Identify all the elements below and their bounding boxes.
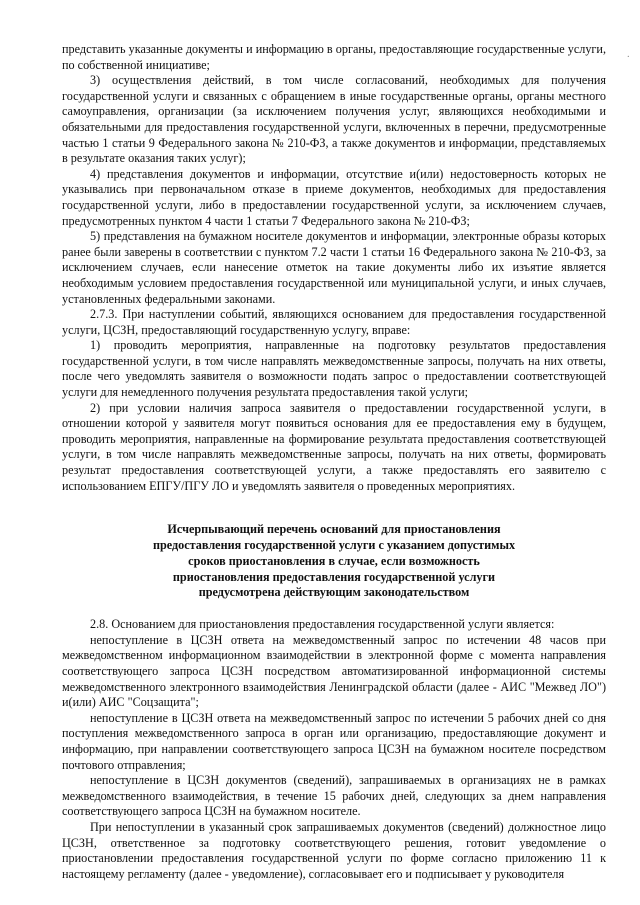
paragraph: 2.8. Основанием для приостановления предоставления государственной услуги является: bbox=[90, 617, 555, 632]
paragraph: непоступление в ЦСЗН документов (сведений), запрашиваемых в организациях не в рамках межведомственного взаимодействия, в течение 15 рабочих дней, следующих за днем направления соответствующего запроса ЦСЗН на бумажном носителе. bbox=[62, 773, 606, 819]
section-heading bbox=[62, 522, 606, 601]
heading-line: предусмотрена действующим законодательством bbox=[198, 585, 470, 600]
paragraph: непоступление в ЦСЗН ответа на межведомственный запрос по истечении 48 часов при межведомственном информационном взаимодействии в электронной форме с момента направления соответствующего запроса ЦСЗН посредством автоматизированной информационной системы межведомственного электронного взаимодействия Ленинградской области (далее - АИС "Межвед ЛО") и(или) АИС "Соцзащита"; bbox=[62, 632, 606, 710]
paragraph: При непоступлении в указанный срок запрашиваемых документов (сведений) должностное лицо ЦСЗН, ответственное за подготовку соответствующего решения, готовит уведомление о приостановлении предоставления государственной услуги по форме согласно приложению 11 к настоящему регламенту (далее - уведомление), согласовывает его и подписывает у руководителя bbox=[62, 819, 606, 881]
paragraph: 4) представления документов и информации, отсутствие и(или) недостоверность которых не указывались при первоначальном отказе в приеме документов, необходимых для предоставления государственной услуги, либо в предоставлении государственной услуги, за исключением случаев, предусмотренных пунктом 4 части 1 статьи 7 Федерального закона № 210-ФЗ; bbox=[62, 166, 606, 228]
paragraph: 5) представления на бумажном носителе документов и информации, электронные образы которых ранее были заверены в соответствии с пунктом 7.2 части 1 статьи 16 Федерального закона № 210-ФЗ, за исключением случаев, если нанесение отметок на такие документы либо их изъятие является необходимым условием предоставления государственной или муниципальной услуги, и иных случаев, установленных федеральными законами. bbox=[62, 229, 606, 306]
heading-line: сроков приостановления в случае, если возможность bbox=[188, 553, 480, 568]
paragraph: 2) при условии наличия запроса заявителя о предоставлении государственной услуги, в отношении которой у заявителя могут появиться основания для ее предоставления ему в будущем, проводить мероприятия, направленные на формирование результата предоставления соответствующей услуги, в том числе направлять межведомственные запросы, получать на них ответы, формировать результат предоставления соответствующей услуги, а также предоставлять его заявителю с использованием ЕПГУ/ПГУ ЛО и уведомлять заявителя о проведенных мероприятиях. bbox=[62, 400, 606, 493]
margin-mark: · bbox=[626, 52, 630, 63]
paragraph: непоступление в ЦСЗН ответа на межведомственный запрос по истечении 5 рабочих дней со дня поступления межведомственного запроса в орган или организацию, предоставляющие документ и информацию, при направлении соответствующего запроса ЦСЗН на бумажном носителе посредством почтового отправления; bbox=[62, 710, 606, 772]
heading-line: Исчерпывающий перечень оснований для приостановления bbox=[167, 522, 501, 537]
paragraph: 1) проводить мероприятия, направленные на подготовку результатов предоставления государственной услуги, в том числе направлять межведомственные запросы, получать на них ответы, после чего уведомлять заявителя о возможности подать запрос о предоставлении соответствующей услуги для немедленного получения результата предоставления такой услуги; bbox=[62, 338, 606, 400]
heading-line: предоставления государственной услуги с указанием допустимых bbox=[152, 538, 516, 553]
paragraph: 2.7.3. При наступлении событий, являющихся основанием для предоставления государственной услуги, ЦСЗН, предоставляющий государственную услугу, вправе: bbox=[62, 307, 606, 337]
text-block-bottom bbox=[62, 617, 606, 882]
paragraph: представить указанные документы и информацию в органы, предоставляющие государственные услуги, по собственной инициативе; bbox=[62, 42, 606, 72]
text-block-top bbox=[62, 42, 606, 494]
heading-line: приостановления предоставления государственной услуги bbox=[172, 569, 496, 584]
paragraph: 3) осуществления действий, в том числе согласований, необходимых для получения государственной услуги и связанных с обращением в иные государственные органы, органы местного самоуправления, организации (за исключением получения услуг, являющихся необходимыми и обязательными для предоставления государственной услуги, включенных в перечни, предусмотренные частью 1 статьи 9 Федерального закона № 210-ФЗ, а также документов и информации, представляемых в результате оказания таких услуг); bbox=[62, 73, 606, 166]
